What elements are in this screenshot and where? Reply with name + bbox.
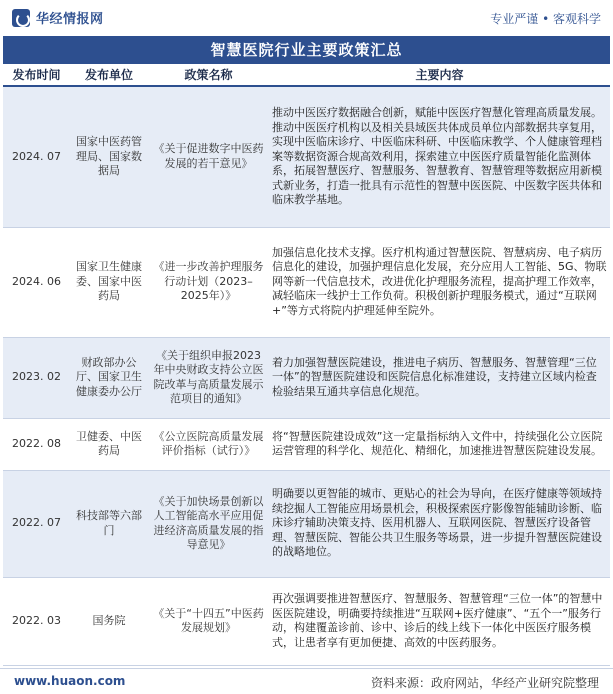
- row-policy-name: 《关于加快场景创新以人工智能高水平应用促进经济高质量发展的指导意见》: [148, 470, 269, 577]
- row-policy-name: 《关于“十四五”中医药发展规划》: [148, 577, 269, 665]
- row-unit: 国家中医药管理局、国家数据局: [70, 86, 148, 227]
- slogan: 专业严谨 • 客观科学: [490, 12, 601, 26]
- row-unit: 科技部等六部门: [70, 470, 148, 577]
- site-link[interactable]: www.huaon.com: [14, 674, 126, 688]
- row-policy-name: 《关于促进数字中医药发展的若干意见》: [148, 86, 269, 227]
- row-date: 2022. 03: [3, 577, 70, 665]
- row-date: 2022. 07: [3, 470, 70, 577]
- row-content: 加强信息化技术支撑。医疗机构通过智慧医院、智慧病房、电子病历信息化的建设，加强护理信息化发展，充分应用人工智能、5G、物联网等新一代信息技术，改进优化护理服务流程，提高护理工作效率，减轻临床一线护士工作负荷。积极创新护理服务模式，通过“互联网+”等方式将院内护理延伸至院外。: [269, 227, 610, 337]
- table-row: [3, 86, 610, 227]
- row-unit: 国务院: [70, 577, 148, 665]
- row-policy-name: 《进一步改善护理服务行动计划（2023–2025年）》: [148, 227, 269, 337]
- table-row: [3, 227, 610, 337]
- row-content: 推动中医医疗数据融合创新，赋能中医医疗智慧化管理高质量发展。推动中医医疗机构以及相关县域医共体成员单位内部数据共享复用，实现中医临床诊疗、中医临床科研、中医临床教学、个人健康管理档案等数据资源合规高效利用，探索建立中医医疗质量智能化监测体系，拓展智慧医疗、智慧服务、智慧教育、智慧管理等数据应用新模式新业务，打造一批具有示范性的智慧中医医院、中医数字医共体和临床教学基地。: [269, 86, 610, 227]
- table-row: [3, 418, 610, 470]
- table-row: [3, 337, 610, 418]
- row-date: 2024. 06: [3, 227, 70, 337]
- table-row: [3, 577, 610, 665]
- row-unit: 财政部办公厅、国家卫生健康委办公厅: [70, 337, 148, 418]
- logo-icon: [12, 9, 30, 27]
- row-content: 再次强调要推进智慧医疗、智慧服务、智慧管理“三位一体”的智慧中医医院建设，明确要持续推进“互联网+医疗健康”、“五个一”服务行动，构建覆盖诊前、诊中、诊后的线上线下一体化中医医疗服务模式，让患者享有更加便捷、高效的中医药服务。: [269, 577, 610, 665]
- policy-table: [3, 64, 610, 666]
- row-policy-name: 《关于组织申报2023年中央财政支持公立医院改革与高质量发展示范项目的通知》: [148, 337, 269, 418]
- column-header-name: 政策名称: [148, 64, 269, 86]
- source-note: 资料来源：政府网站，华经产业研究院整理: [370, 676, 599, 690]
- column-header-content: 主要内容: [269, 64, 610, 86]
- logo-text: 华经情报网: [36, 12, 104, 27]
- row-date: 2023. 02: [3, 337, 70, 418]
- row-unit: 卫健委、中医药局: [70, 418, 148, 470]
- row-date: 2024. 07: [3, 86, 70, 227]
- row-unit: 国家卫生健康委、国家中医药局: [70, 227, 148, 337]
- top-bar: [0, 0, 613, 34]
- row-content: 着力加强智慧医院建设，推进电子病历、智慧服务、智慧管理“三位一体”的智慧医院建设和医院信息化标准建设，支持建立区域内检查检验结果互通共享信息化规范。: [269, 337, 610, 418]
- table-row: [3, 470, 610, 577]
- row-date: 2022. 08: [3, 418, 70, 470]
- row-content: 明确要以更智能的城市、更贴心的社会为导向，在医疗健康等领域持续挖掘人工智能应用场景机会，积极探索医疗影像智能辅助诊断、临床诊疗辅助决策支持、医用机器人、互联网医院、智慧医疗设备管理、智慧医院、智能公共卫生服务等场景，进一步提升智慧医院建设的战略地位。: [269, 470, 610, 577]
- footer: [0, 668, 613, 694]
- brand-logo[interactable]: [12, 8, 104, 27]
- table-header-row: [3, 64, 610, 86]
- page-title: 智慧医院行业主要政策汇总: [3, 36, 610, 64]
- column-header-date: 发布时间: [3, 64, 70, 86]
- row-policy-name: 《公立医院高质量发展评价指标（试行）》: [148, 418, 269, 470]
- column-header-unit: 发布单位: [70, 64, 148, 86]
- row-content: 将“智慧医院建设成效”这一定量指标纳入文件中，持续强化公立医院运营管理的科学化、规范化、精细化，加速推进智慧医院建设发展。: [269, 418, 610, 470]
